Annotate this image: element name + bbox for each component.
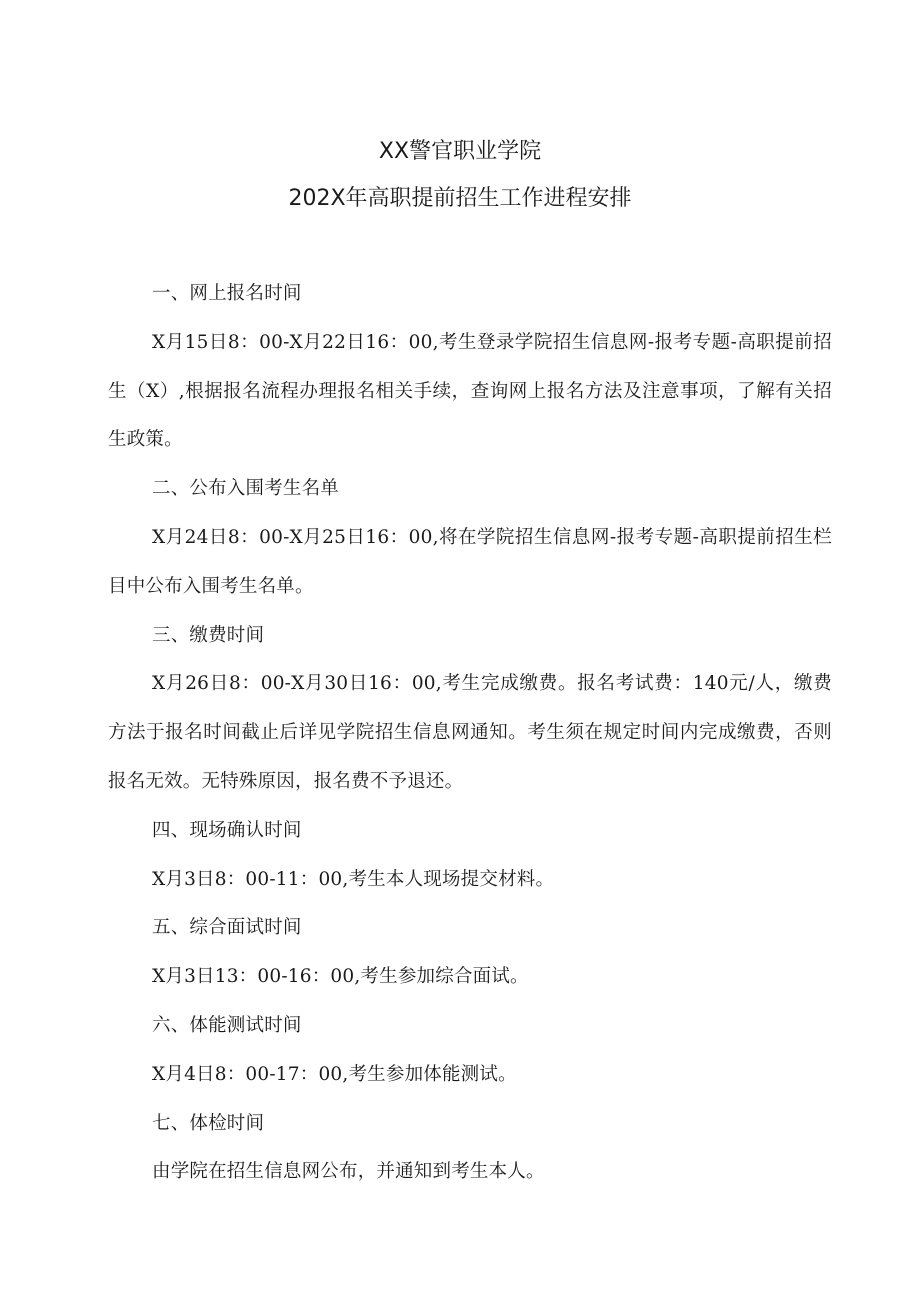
section-heading-onsite-confirmation: 四、现场确认时间 bbox=[152, 819, 302, 841]
document-title-line1: XX警官职业学院 bbox=[378, 139, 542, 164]
document-title-line2: 202X年高职提前招生工作进程安排 bbox=[288, 186, 632, 211]
section-heading-fitness-test: 六、体能测试时间 bbox=[152, 1014, 302, 1036]
section-heading-online-registration: 一、网上报名时间 bbox=[152, 283, 302, 304]
section-heading-shortlist: 二、公布入围考生名单 bbox=[152, 478, 340, 500]
section-body-onsite-confirmation: X月3日8：00-11：00,考生本人现场提交材料。 bbox=[152, 868, 555, 890]
section-body-payment: X月26日8：00-X月30日16：00,考生完成缴费。报名考试费：140元/人，缴费方法于报名时间截止后详见学院招生信息网通知。考生须在规定时间内完成缴费，否则报名无效。无特殊原因，报名费不予退还。 bbox=[108, 673, 832, 792]
section-body-online-registration: X月15日8：00-X月22日16：00,考生登录学院招生信息网-报考专题-高职提前招生（X）,根据报名流程办理报名相关手续，查询网上报名方法及注意事项，了解有关招生政策。 bbox=[108, 331, 832, 451]
section-heading-payment: 三、缴费时间 bbox=[152, 624, 265, 646]
section-heading-medical-exam: 七、体检时间 bbox=[152, 1112, 265, 1134]
section-heading-interview: 五、综合面试时间 bbox=[152, 917, 302, 939]
document-body bbox=[108, 270, 832, 1197]
section-body-medical-exam: 由学院在招生信息网公布，并通知到考生本人。 bbox=[152, 1161, 545, 1183]
section-body-fitness-test: X月4日8：00-17：00,考生参加体能测试。 bbox=[152, 1063, 517, 1085]
section-body-interview: X月3日13：00-16：00,考生参加综合面试。 bbox=[152, 966, 529, 988]
section-body-shortlist: X月24日8：00-X月25日16：00,将在学院招生信息网-报考专题-高职提前招生栏目中公布入围考生名单。 bbox=[108, 526, 832, 597]
